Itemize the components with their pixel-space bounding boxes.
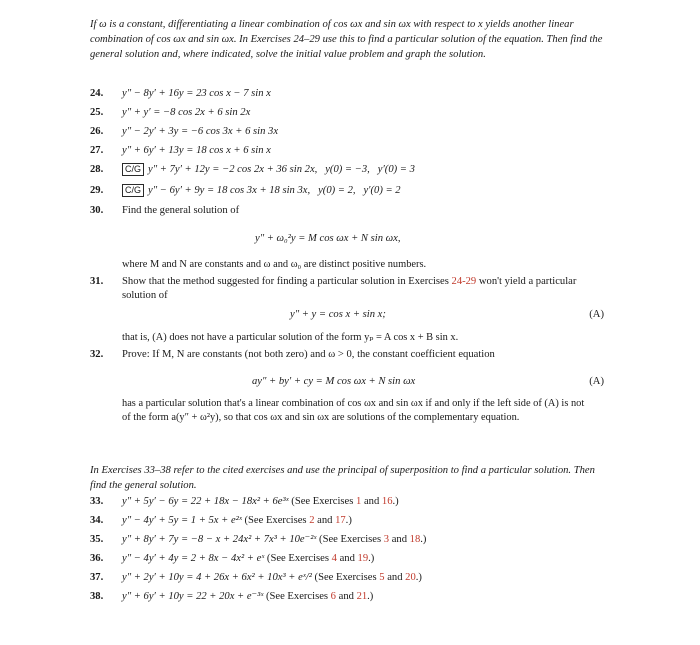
exercise-number: 34. bbox=[90, 515, 104, 526]
display-equation: y″ + ω₀²y = M cos ωx + N sin ωx, bbox=[255, 233, 401, 244]
exercise-equation: y″ − 6y′ + 9y = 18 cos 3x + 18 sin 3x, y(0) = 2, y′(0) = 2 bbox=[148, 185, 401, 196]
exercise-number: 37. bbox=[90, 572, 104, 583]
exercise-number: 35. bbox=[90, 534, 104, 545]
computer-graphics-badge: C/G bbox=[122, 163, 144, 176]
exercise-equation: y″ − 2y′ + 3y = −6 cos 3x + 6 sin 3x bbox=[122, 126, 279, 137]
exercise-30 bbox=[90, 204, 610, 218]
exercise-number: 29. bbox=[90, 185, 104, 196]
exercise-reference-link[interactable]: 20 bbox=[405, 572, 416, 583]
exercise-number: 36. bbox=[90, 553, 104, 564]
exercise-number: 24. bbox=[90, 88, 104, 99]
close-text: .) bbox=[415, 572, 422, 583]
and-text: and bbox=[314, 515, 336, 526]
computer-graphics-badge: C/G bbox=[122, 184, 144, 197]
exercise-equation: y″ + 8y′ + 7y = −8 − x + 24x² + 7x³ + 10e⁻²ˣ bbox=[122, 534, 317, 545]
exercise-37 bbox=[90, 571, 610, 585]
see-text: (See Exercises bbox=[311, 572, 380, 583]
exercise-31 bbox=[90, 275, 610, 304]
exercise-equation: y″ − 8y′ + 16y = 23 cos x − 7 sin x bbox=[122, 88, 271, 99]
exercise-27 bbox=[90, 144, 610, 158]
exercise-text: won't yield a particular solution of bbox=[122, 276, 577, 302]
exercise-reference-link[interactable]: 24-29 bbox=[451, 276, 477, 287]
and-text: and bbox=[384, 572, 406, 583]
close-text: .) bbox=[368, 553, 375, 564]
exercise-34 bbox=[90, 514, 610, 528]
exercise-36 bbox=[90, 552, 610, 566]
close-text: .) bbox=[367, 591, 374, 602]
close-text: .) bbox=[392, 496, 399, 507]
exercise-26 bbox=[90, 125, 610, 139]
exercise-33 bbox=[90, 495, 610, 509]
exercise-equation: y″ − 4y′ + 5y = 1 + 5x + e²ˣ bbox=[122, 515, 242, 526]
exercise-reference-link[interactable]: 1 bbox=[356, 496, 362, 507]
display-equation: y″ + y = cos x + sin x; bbox=[290, 309, 386, 320]
exercise-number: 31. bbox=[90, 276, 104, 287]
exercise-note: has a particular solution that's a linear combination of cos ωx and sin ωx if and only if the left side of (A) is not of the form a(y″ + ω²y), so that cos ωx and sin ωx are solutions of the complementary equation. bbox=[122, 398, 585, 424]
exercise-number: 28. bbox=[90, 164, 104, 175]
see-text: (See Exercises bbox=[264, 553, 332, 564]
exercise-number: 38. bbox=[90, 591, 104, 602]
exercise-equation: y″ + 7y′ + 12y = −2 cos 2x + 36 sin 2x, y(0) = −3, y′(0) = 3 bbox=[148, 164, 415, 175]
and-text: and bbox=[389, 534, 410, 545]
intro-paragraph: If ω is a constant, differentiating a linear combination of cos ωx and sin ωx with respect to x yields another linear combination of cos ωx and sin ωx. In Exercises 24–29 use this to find a particular solution of the equation. Then find the general solution and, where indicated, solve the initial value problem and graph the solution. bbox=[90, 19, 603, 60]
exercise-reference-link[interactable]: 21 bbox=[356, 591, 368, 602]
and-text: and bbox=[361, 496, 382, 507]
exercise-32 bbox=[90, 348, 610, 362]
exercise-note: where M and N are constants and ω and ω₀ are distinct positive numbers. bbox=[122, 259, 427, 270]
exercise-equation: y″ − 4y′ + 4y = 2 + 8x − 4x² + eˣ bbox=[122, 553, 265, 564]
exercise-28 bbox=[90, 163, 610, 177]
superposition-intro: In Exercises 33–38 refer to the cited exercises and use the principal of superposition to find a particular solution. Then find the general solution. bbox=[90, 465, 595, 491]
exercise-number: 26. bbox=[90, 126, 104, 137]
exercise-note: that is, (A) does not have a particular solution of the form yₚ = A cos x + B sin x. bbox=[122, 332, 459, 343]
exercise-number: 32. bbox=[90, 349, 104, 360]
exercise-25 bbox=[90, 106, 610, 120]
exercise-29 bbox=[90, 184, 610, 198]
exercise-reference-link[interactable]: 4 bbox=[331, 553, 337, 564]
exercise-number: 27. bbox=[90, 145, 104, 156]
exercise-equation: y″ + y′ = −8 cos 2x + 6 sin 2x bbox=[122, 107, 251, 118]
exercise-equation: y″ + 6y′ + 13y = 18 cos x + 6 sin x bbox=[122, 145, 271, 156]
exercise-reference-link[interactable]: 3 bbox=[383, 534, 390, 545]
exercise-reference-link[interactable]: 19 bbox=[357, 553, 369, 564]
see-text: (See Exercises bbox=[288, 496, 356, 507]
exercise-24 bbox=[90, 87, 610, 101]
exercise-reference-link[interactable]: 17 bbox=[335, 515, 346, 526]
exercise-reference-link[interactable]: 16 bbox=[381, 496, 393, 507]
see-text: (See Exercises bbox=[241, 515, 310, 526]
exercise-text: Find the general solution of bbox=[122, 205, 240, 216]
see-text: (See Exercises bbox=[316, 534, 384, 545]
exercise-35 bbox=[90, 533, 610, 547]
display-equation: ay″ + by′ + cy = M cos ωx + N sin ωx bbox=[252, 376, 416, 387]
exercise-text: Prove: If M, N are constants (not both zero) and ω > 0, the constant coefficient equation bbox=[122, 349, 495, 360]
close-text: .) bbox=[345, 515, 352, 526]
exercise-equation: y″ + 5y′ − 6y = 22 + 18x − 18x² + 6e³ˣ bbox=[122, 496, 289, 507]
exercise-text: Show that the method suggested for finding a particular solution in Exercises bbox=[122, 276, 452, 287]
exercise-number: 33. bbox=[90, 496, 104, 507]
equation-tag: (A) bbox=[589, 376, 604, 387]
exercise-reference-link[interactable]: 2 bbox=[309, 515, 315, 526]
exercise-number: 25. bbox=[90, 107, 104, 118]
exercise-reference-link[interactable]: 18 bbox=[409, 534, 421, 545]
exercise-reference-link[interactable]: 6 bbox=[330, 591, 336, 602]
exercise-equation: y″ + 2y′ + 10y = 4 + 26x + 6x² + 10x³ + eˣ/² bbox=[122, 572, 312, 583]
and-text: and bbox=[336, 553, 358, 564]
see-text: (See Exercises bbox=[263, 591, 331, 602]
and-text: and bbox=[335, 591, 357, 602]
exercise-equation: y″ + 6y′ + 10y = 22 + 20x + e⁻³ˣ bbox=[122, 591, 264, 602]
exercise-number: 30. bbox=[90, 205, 104, 216]
equation-tag: (A) bbox=[589, 309, 604, 320]
close-text: .) bbox=[420, 534, 427, 545]
exercise-38 bbox=[90, 590, 610, 604]
exercise-reference-link[interactable]: 5 bbox=[379, 572, 385, 583]
